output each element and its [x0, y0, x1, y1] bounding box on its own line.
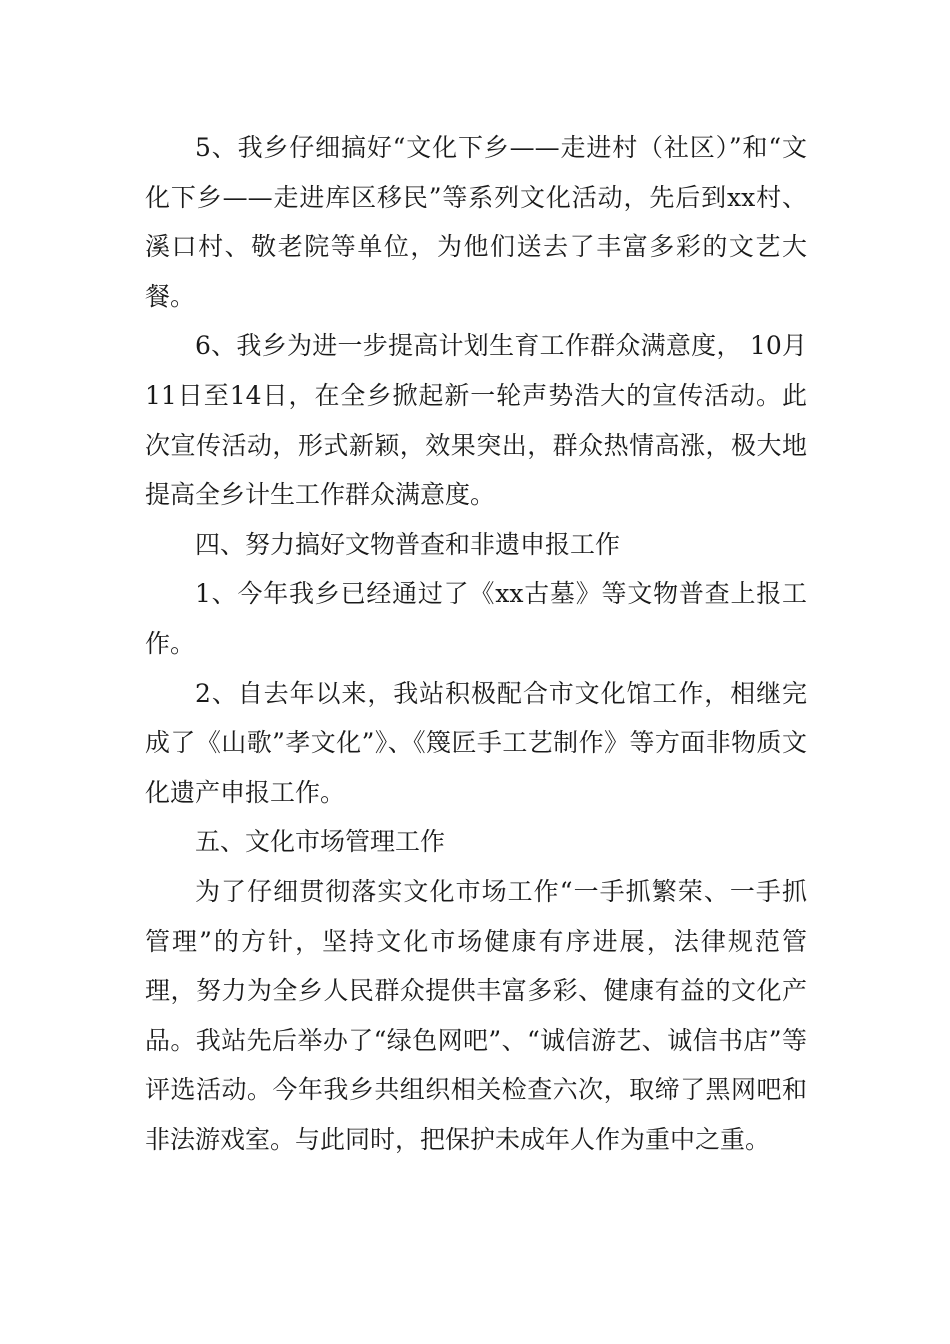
paragraph-item-6: 6、我乡为进一步提高计划生育工作群众满意度， 10月11日至14日，在全乡掀起新一轮声势浩大的宣传活动。此次宣传活动，形式新颖，效果突出，群众热情高涨，极大地提高全乡计生工作群众满意度。 — [145, 331, 807, 510]
paragraph-item-1: 1、今年我乡已经通过了《xx古墓》等文物普查上报工作。 — [145, 579, 807, 658]
section-heading-4: 四、努力搞好文物普查和非遗申报工作 — [195, 529, 621, 559]
paragraph-market-management: 为了仔细贯彻落实文化市场工作“一手抓繁荣、一手抓管理”的方针，坚持文化市场健康有序进展，法律规范管理，努力为全乡人民群众提供丰富多彩、健康有益的文化产品。我站先后举办了“绿色网吧”、“诚信游艺、诚信书店”等评选活动。今年我乡共组织相关检查六次，取缔了黑网吧和非法游戏室。与此同时，把保护未成年人作为重中之重。 — [145, 876, 807, 1154]
paragraph-item-2: 2、自去年以来，我站积极配合市文化馆工作，相继完成了《山歌”孝文化”》、《篾匠手工艺制作》等方面非物质文化遗产申报工作。 — [145, 678, 807, 807]
document-body — [145, 123, 807, 1164]
section-heading-5: 五、文化市场管理工作 — [195, 827, 446, 857]
paragraph-item-5: 5、我乡仔细搞好“文化下乡——走进村（社区）”和“文化下乡——走进库区移民”等系列文化活动，先后到xx村、溪口村、敬老院等单位，为他们送去了丰富多彩的文艺大餐。 — [145, 133, 807, 311]
